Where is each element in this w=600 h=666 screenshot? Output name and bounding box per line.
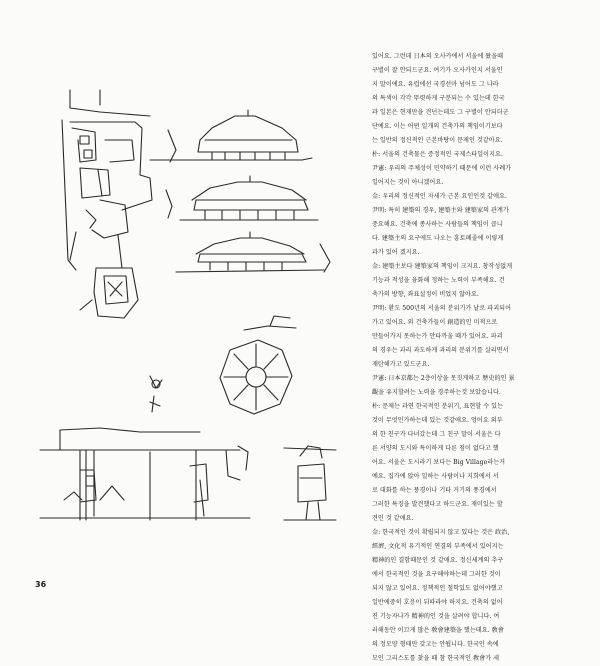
text-line: 과가 있어 겠지요. (372, 249, 420, 256)
text-line: 른 서양의 도시와 특이하게 다른 점이 없다고 했 (372, 445, 499, 452)
text-line: 尹明: 환도 500년의 서울의 분위기가 날로 파괴되어 (372, 305, 512, 312)
article-text (372, 50, 564, 666)
text-line: 되지 않고 있어요. 정책적인 철학있도 없어야했고 (372, 585, 503, 592)
text-line: 단예요. 이는 어떤 일개의 건축가의 책임이기보다 (372, 123, 503, 130)
text-line: 러해동안 이끄게 많은 敎會建築을 했는데요. 敎會 (372, 627, 504, 634)
text-line: 金: 建築主보다 建築家의 책임이 크지요. 창작성없게 (372, 263, 513, 270)
figure-section-sketch (284, 446, 336, 520)
text-line: 일반에중히 호응이 뒤따라야 하지요. 건축의 없어 (372, 599, 503, 606)
text-line: 견인 것 같애요. (372, 515, 414, 522)
text-line: 朴: 서울의 건축물은 증정적인 국제스타일이지요. (372, 151, 503, 158)
text-line: 것이 무엇인가하는데 있는 것같애요. 엉어요 외부 (372, 417, 503, 424)
text-line: 재탄해가고 있드군요. (372, 361, 430, 368)
text-line: 의 정모양 형태만 갖고는 안됩니다. 한국인 속에 (372, 641, 499, 648)
text-line: 는 일반의 정신적인 근본바탕이 문제인 것같아요. (372, 137, 503, 144)
pavilion-elevation-3 (176, 232, 330, 272)
plan-detail-sketch (80, 268, 138, 318)
text-line: 축가의 방향, 좌표설정이 비었지 않아요. (372, 291, 479, 298)
text-line: 尹憲: 日本京都는 2층이상을 못짓게하고 歷史的인 景 (372, 375, 515, 382)
text-line: 기능과 적성을 융화해 정하는 노력이 부족해요. 건 (372, 277, 505, 284)
text-line: 의 경우는 과리 과도하게 과리의 분위기를 살리면서 (372, 347, 509, 354)
text-line: 중요해요. 건축에 종사하는 사람들의 책임이 큽니 (372, 221, 503, 228)
text-line: 만들어가지 못하는가 안타까울 때가 있어요. 파괴 (372, 333, 503, 340)
text-line: 일어지는 것이 아니겠어요. (372, 179, 444, 186)
text-line: 의 한 친구가 다녀갔는데 그 친구 말이 서울은 다 (372, 431, 501, 438)
text-line: 에서 한국적인 것을 요구해야하는데 그러한 것이 (372, 571, 501, 578)
text-line: 의 특색이 각각 뚜렷하게 구분되는 수 있는데 한국 (372, 95, 505, 102)
text-line: 구별이 잘 안되드군요. 여기가 오사카인지 서울인 (372, 67, 503, 74)
text-line: 가고 있어요. 외 건축가들이 創造的인 미적으로 (372, 319, 498, 326)
text-line: 經濟, 文化적 유기적인 연결의 부족에서 있어지는 (372, 543, 504, 550)
text-line: 다. 建築主의 요구에도 나오는 흥토폐졸에 이렇게 (372, 235, 504, 242)
text-line: 觀을 유지할려는 노력을 경주하는것 보았습니다. (372, 389, 501, 396)
text-line: 지 말이에요. 유럽에선 국경선마 넘어도 그 나라 (372, 81, 499, 88)
text-line: 尹憲: 우리의 주체성이 민약하기 때문에 이런 사례가 (372, 165, 512, 172)
text-line: 尹明: 특히 建築의 경우, 建築主와 建築家의 관계가 (372, 207, 509, 214)
text-line: 로 대화를 하는 풍경이나 기타 거기의 풍경에서 (372, 487, 497, 494)
text-line: 朴: 문제는 과연 한국적인 분위기, 표현할 수 있는 (372, 403, 504, 410)
text-line: 어요. 서울은 도시라기 보다는 Big Village라는거 (372, 459, 506, 466)
building-section-sketch (40, 428, 250, 520)
pavilion-elevation-1 (150, 110, 312, 162)
detail-section-sketch (150, 376, 162, 412)
text-line: 金: 한국적인 것이 확립되지 않고 있다는 것은 政治, (372, 529, 510, 536)
text-line: 진 기능자나가 精神的인 것을 살려야 합니다. 여 (372, 613, 500, 620)
text-line: 精神的인 결함때문인 것 같애요. 정신세계의 추구 (372, 557, 504, 564)
text-line: 있어요. 그런데 日本의 오사카에서 서울에 왔을때 (372, 53, 504, 60)
pavilion-elevation-2 (166, 176, 318, 220)
text-line: 예요. 집가에 앉아 일하는 사람이나 지희에서 서 (372, 473, 499, 480)
page-number: 36 (35, 580, 47, 589)
text-line: 金: 우리의 정신적인 자세가 근본 요인인것 같애요. (372, 193, 507, 200)
text-line: 과 일본은 현재만을 견넌는데도 그 구별이 안되더군 (372, 109, 509, 116)
text-line: 모인 그리스도를 찾을 때 참 한국적인 敎會가 세 (372, 655, 500, 662)
text-line: 그러한 특징을 발견했다고 하드군요. 재미있는 할 (372, 501, 503, 508)
site-plan-sketch (62, 90, 152, 270)
octagonal-plan-sketch (220, 316, 296, 414)
